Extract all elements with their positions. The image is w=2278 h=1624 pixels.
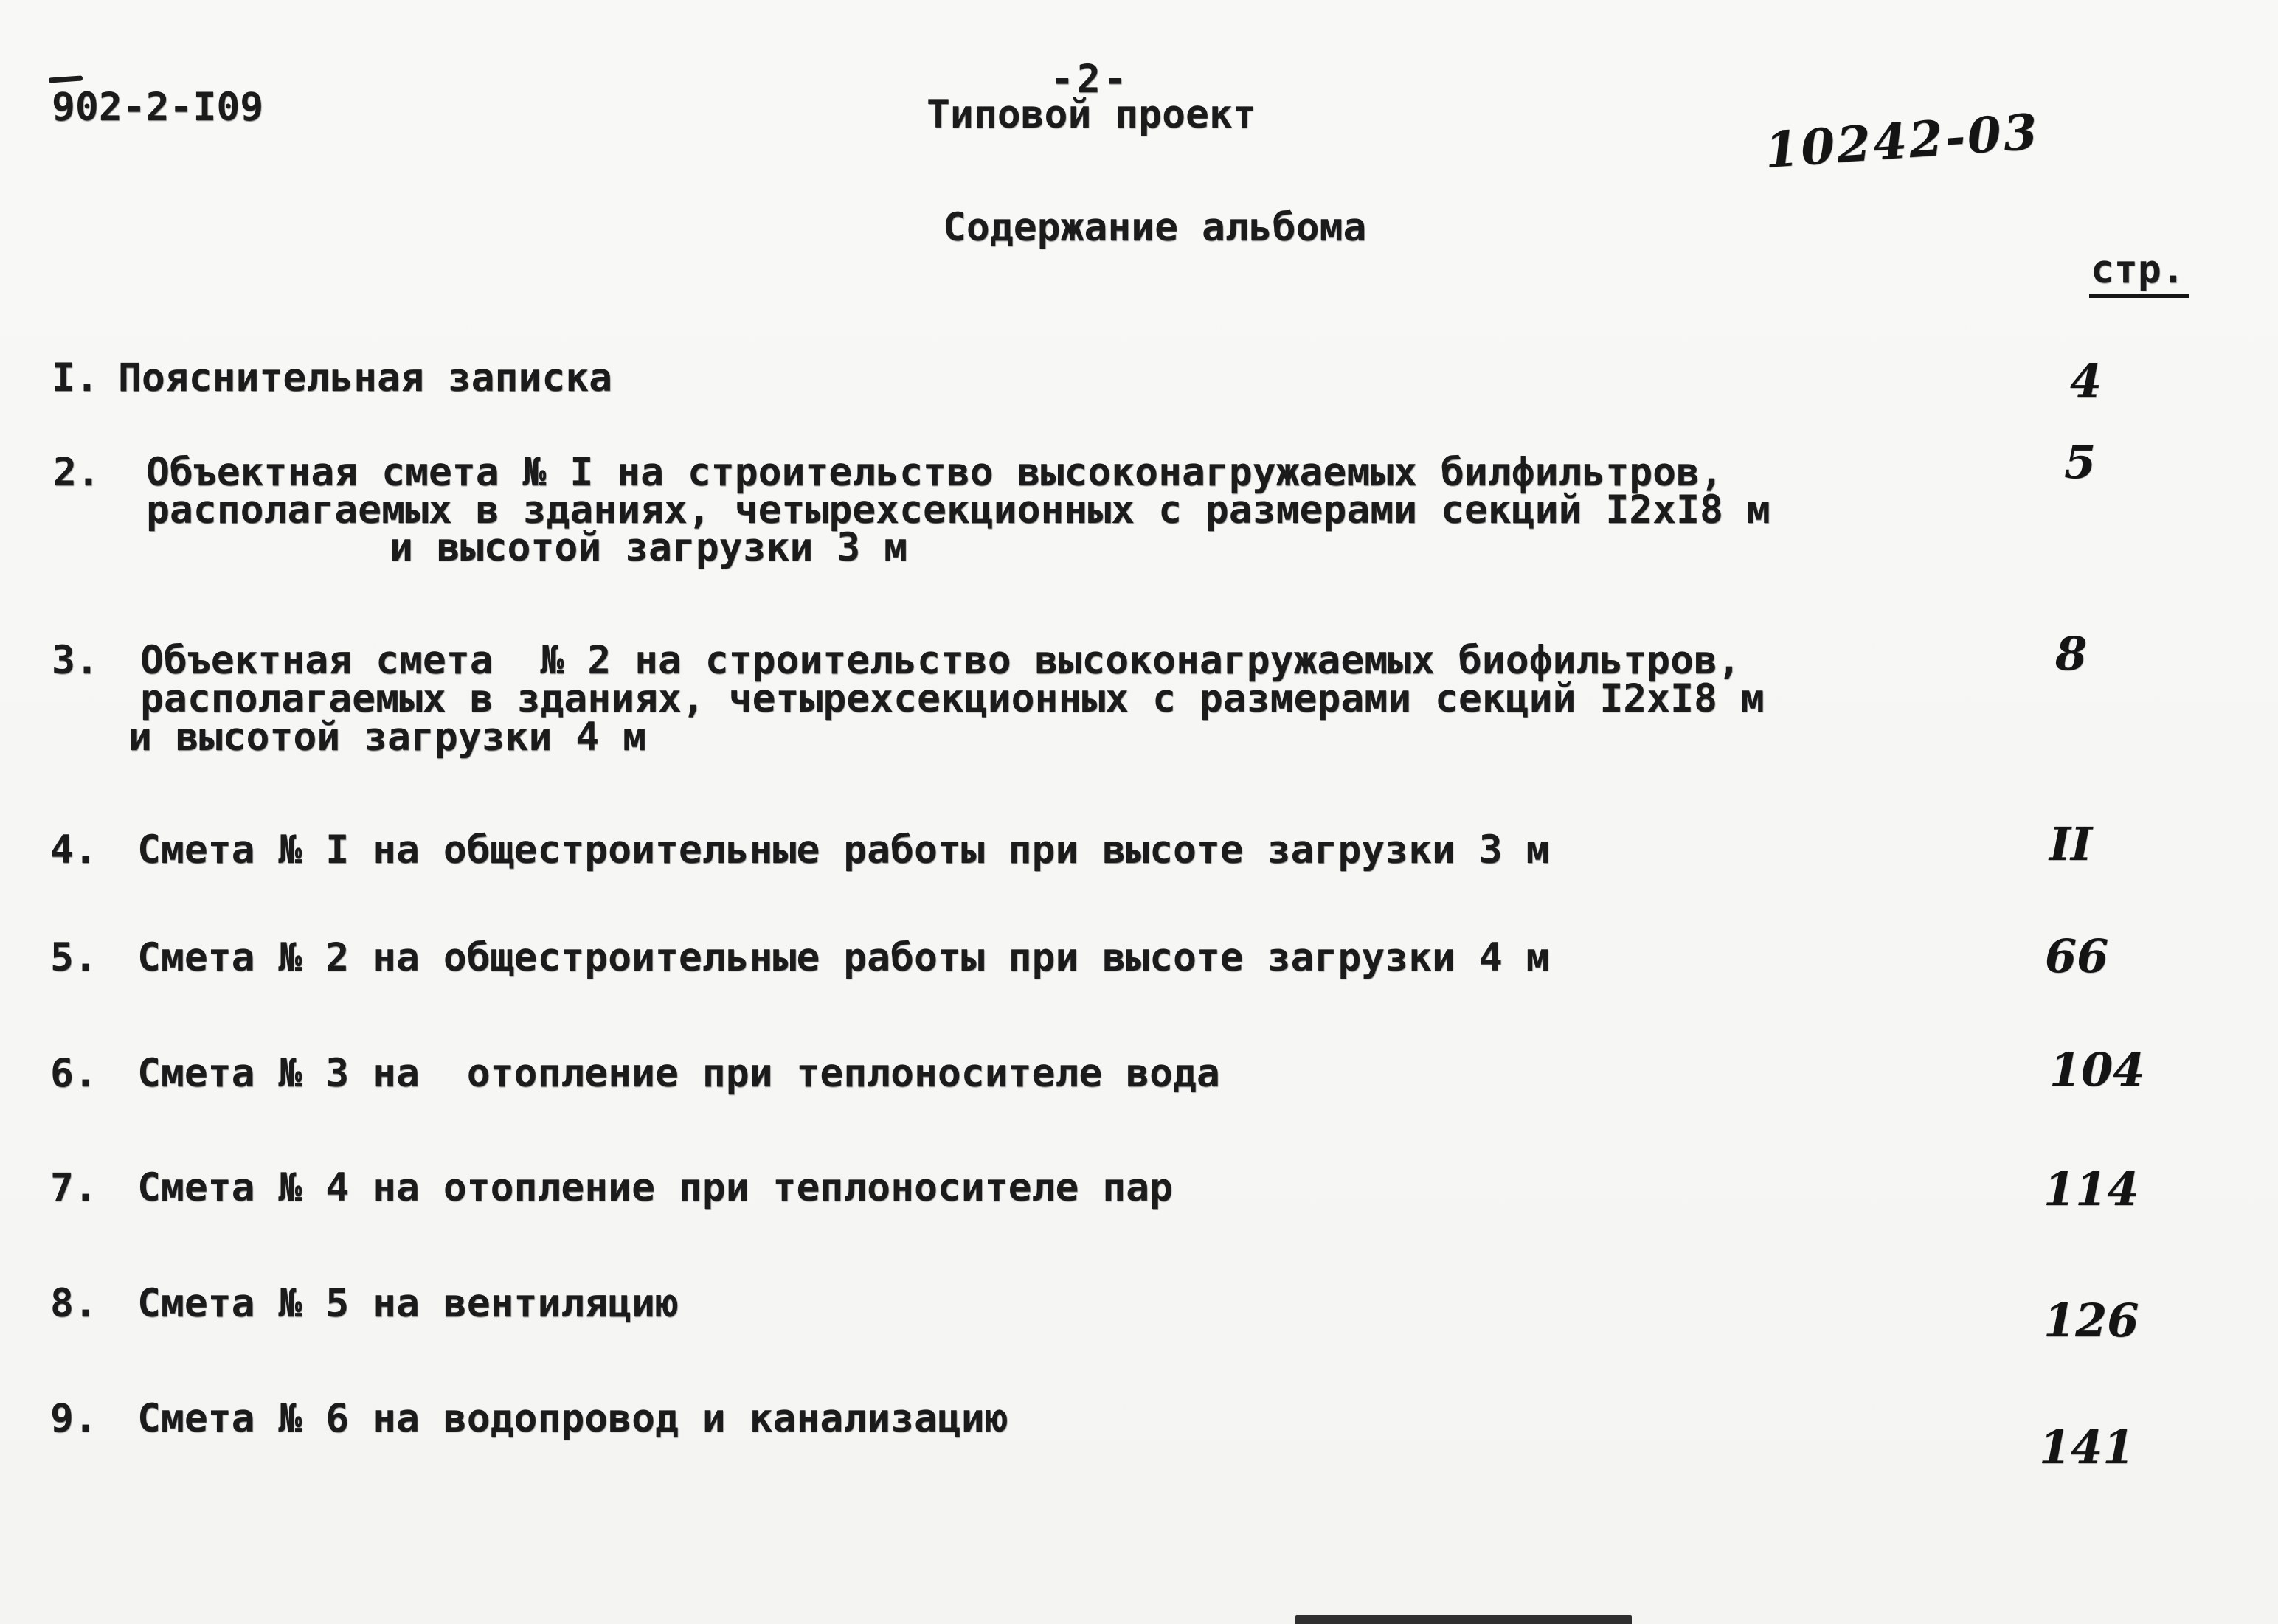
page-column-header: стр. <box>2089 249 2189 298</box>
toc-item-9-number: 9. <box>50 1396 97 1441</box>
toc-item-3-page: 8 <box>2055 627 2088 681</box>
toc-item-3-line-1: Объектная смета № 2 на строительство высоконагружаемых биофильтров, <box>140 638 1741 683</box>
toc-item-8-number: 8. <box>50 1281 97 1326</box>
sheet-number: -2- <box>1050 57 1130 102</box>
toc-item-1-number: I. <box>52 355 99 400</box>
toc-item-6-number: 6. <box>50 1051 97 1096</box>
toc-item-9-line-1: Смета № 6 на водопровод и канализацию <box>137 1396 1008 1441</box>
toc-item-8-page: 126 <box>2043 1294 2139 1347</box>
document-type: Типовой проект <box>927 92 1256 137</box>
toc-item-1-line-1: Пояснительная записка <box>118 355 613 400</box>
toc-item-9-page: 141 <box>2039 1420 2135 1474</box>
toc-item-7-page: 114 <box>2043 1162 2139 1216</box>
toc-item-7-line-1: Смета № 4 на отопление при теплоносителе пар <box>137 1165 1173 1210</box>
toc-item-2-page: 5 <box>2064 435 2097 489</box>
toc-item-1-page: 4 <box>2070 354 2102 408</box>
toc-item-4-page: II <box>2049 817 2093 871</box>
toc-item-7-number: 7. <box>50 1165 97 1210</box>
toc-item-6-line-1: Смета № 3 на отопление при теплоносителе вода <box>137 1051 1220 1096</box>
handwritten-reference: 10242-03 <box>1762 103 2042 179</box>
page-title: Содержание альбома <box>943 205 1367 250</box>
toc-item-3-line-3: и высотой загрузки 4 м <box>128 715 646 760</box>
toc-item-5-line-1: Смета № 2 на общестроительные работы при высоте загрузки 4 м <box>137 935 1550 980</box>
toc-item-3-line-2: располагаемых в зданиях, четырехсекционных с размерами секций I2хI8 м <box>140 676 1765 721</box>
document-code: 902-2-I09 <box>52 85 264 130</box>
toc-item-2-line-1: Объектная смета № I на строительство высоконагружаемых билфильтров, <box>146 450 1723 495</box>
toc-item-5-page: 66 <box>2045 929 2109 983</box>
toc-item-4-line-1: Смета № I на общестроительные работы при высоте загрузки 3 м <box>137 827 1550 872</box>
toc-item-5-number: 5. <box>50 935 97 980</box>
scan-artifact-macron <box>49 75 83 83</box>
scan-artifact-bottom-bar <box>1295 1615 1632 1624</box>
toc-item-2-line-3: и высотой загрузки 3 м <box>390 525 907 570</box>
toc-item-8-line-1: Смета № 5 на вентиляцию <box>137 1281 679 1326</box>
toc-item-2-line-2: располагаемых в зданиях, четырехсекционных с размерами секций I2хI8 м <box>146 487 1770 532</box>
toc-item-2-number: 2. <box>53 450 100 495</box>
toc-item-3-number: 3. <box>52 638 99 683</box>
toc-item-6-page: 104 <box>2049 1043 2145 1097</box>
toc-item-4-number: 4. <box>50 827 97 872</box>
